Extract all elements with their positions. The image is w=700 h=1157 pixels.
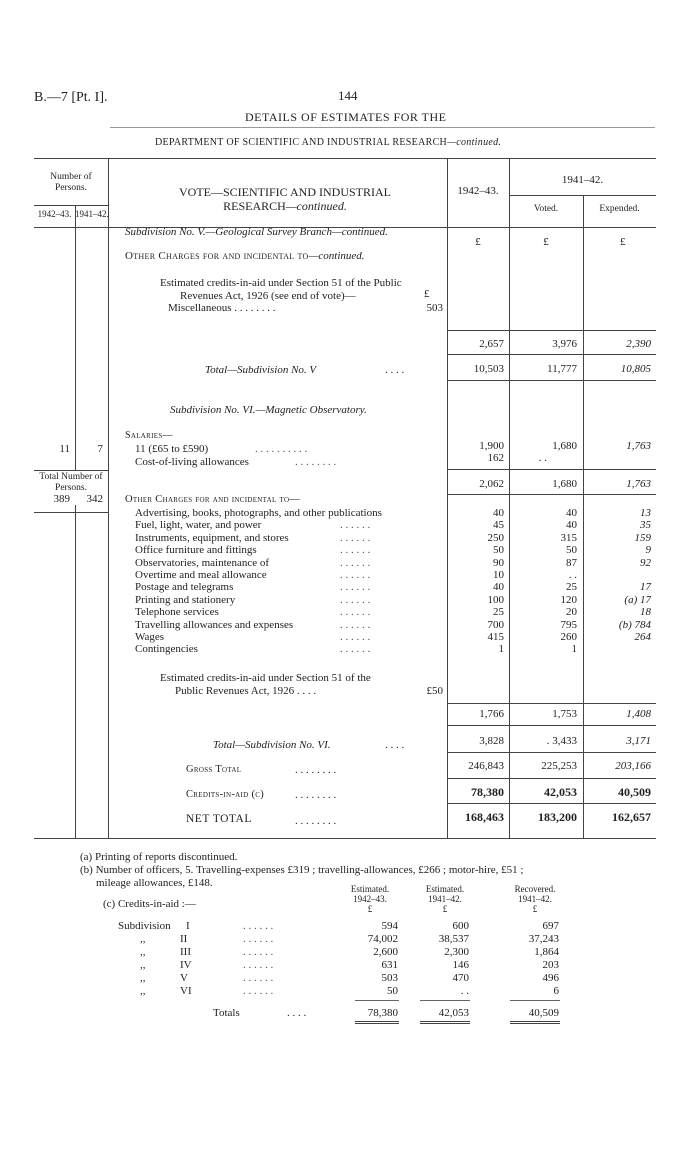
item-exp: 17: [640, 581, 651, 594]
item-exp: 159: [634, 531, 651, 544]
item-voted: 1: [571, 643, 577, 656]
persons-1941: 7: [97, 443, 103, 455]
item-est: 90: [493, 556, 504, 569]
footnote-a: (a) Printing of reports discontinued.: [80, 851, 238, 863]
item-exp: 35: [640, 519, 651, 532]
credit-row-e: 74,002: [367, 933, 398, 945]
item-exp: 13: [640, 507, 651, 519]
item-est: 50: [493, 544, 504, 557]
item-exp: 264: [634, 631, 651, 643]
credit-row-e: 503: [381, 972, 398, 984]
item-label: Contingencies: [135, 643, 198, 656]
item-exp: 18: [640, 606, 651, 619]
title-rule: [110, 127, 655, 128]
cost-of-living-line: Cost-of-living allowances: [135, 456, 249, 468]
item-label: Instruments, equipment, and stores: [135, 531, 289, 544]
item-exp: 92: [640, 556, 651, 569]
credits-in-aid-note: Estimated credits-in-aid under Section 51 of the Public: [160, 277, 402, 289]
expended-header: Expended.: [599, 204, 640, 214]
page-number: 144: [338, 88, 358, 103]
miscellaneous-value: 503: [426, 302, 443, 314]
item-voted: 260: [560, 631, 577, 643]
net-total-estimate: 168,463: [465, 810, 504, 824]
item-est: 40: [493, 507, 504, 519]
total-subdivision-vi-label: Total—Subdivision No. VI.: [213, 739, 331, 751]
subdivision-v-heading: Subdivision No. V.—Geological Survey Branch—continued.: [125, 226, 388, 238]
item-voted: 25: [566, 581, 577, 594]
credit-row-label: ,,: [140, 946, 146, 958]
total-subdivision-v-label: Total—Subdivision No. V: [205, 364, 317, 376]
credit-row-subdivision: II: [180, 933, 188, 945]
persons-1942: 11: [59, 443, 70, 455]
item-label: Overtime and meal allowance: [135, 569, 267, 581]
salary-line: 11 (£65 to £590): [135, 443, 209, 455]
salaries-heading: Salaries—: [125, 430, 173, 441]
item-label: Wages: [135, 631, 165, 643]
credit-row-subdivision: III: [180, 946, 191, 958]
item-est: 250: [487, 531, 504, 544]
item-est: 40: [493, 581, 504, 594]
totals-label: Totals: [213, 1007, 240, 1019]
item-est: 415: [487, 631, 504, 643]
credit-row-r: 1,864: [534, 946, 559, 958]
credits-recovered-1941-header: Recovered. 1941–42. £: [514, 884, 556, 914]
table-top-rule: [34, 158, 656, 159]
credit-row-label: ,,: [140, 985, 146, 997]
item-exp: 9: [645, 544, 651, 557]
item-voted: 20: [566, 606, 577, 619]
year-1941-header: 1941–42.: [561, 174, 604, 186]
total-persons-1941: 342: [86, 493, 103, 505]
credit-row-r: 6: [553, 985, 559, 997]
item-est: 10: [493, 569, 504, 581]
persons-year-1941-header: 1941–42.: [75, 209, 109, 219]
credit-row-label: ,,: [140, 972, 146, 984]
credit-row-e2: . .: [460, 985, 469, 997]
credit-row-e2: 146: [452, 959, 469, 971]
item-label: Office furniture and fittings: [135, 544, 257, 557]
voted-header: Voted.: [533, 204, 559, 214]
item-voted: 40: [566, 507, 577, 519]
credits-in-aid-vi-note: Estimated credits-in-aid under Section 51 of the: [160, 672, 371, 684]
total-persons-header: Total Number of Persons.: [39, 472, 103, 493]
department-heading: DEPARTMENT OF SCIENTIFIC AND INDUSTRIAL RESEARCH—continued.: [155, 137, 502, 148]
credit-row-subdivision: I: [186, 920, 190, 932]
subdivision-vi-heading: Subdivision No. VI.—Magnetic Observatory.: [170, 404, 367, 416]
other-charges-vi-heading: Other Charges for and incidental to—: [125, 494, 301, 505]
item-voted: 795: [560, 618, 577, 631]
gross-total-label: Gross Total: [186, 764, 242, 775]
credit-row-e2: 470: [452, 972, 469, 984]
other-charges-heading: Other Charges for and incidental to—continued.: [125, 250, 365, 262]
credit-row-e2: 38,537: [438, 933, 469, 945]
footnote-c: (c) Credits-in-aid :—: [103, 898, 196, 910]
item-label: Travelling allowances and expenses: [135, 618, 294, 631]
item-est: 25: [493, 606, 504, 619]
credits-estimated-1941-header: Estimated. 1941–42. £: [425, 884, 465, 914]
item-est: 700: [487, 618, 504, 631]
item-label: Advertising, books, photographs, and other publications: [135, 507, 382, 519]
page-title: DETAILS OF ESTIMATES FOR THE: [245, 110, 447, 124]
credit-row-subdivision: IV: [180, 959, 192, 971]
credit-row-e: 50: [387, 985, 398, 997]
item-est: 45: [493, 519, 504, 532]
credit-row-label: ,,: [140, 959, 146, 971]
footnote-b: (b) Number of officers, 5. Travelling-expenses £319 ; travelling-allowances, £266 ; motor-hire, £51 ;: [80, 864, 524, 876]
credit-row-e: 631: [381, 959, 398, 971]
credit-row-label: Subdivision: [118, 920, 171, 932]
item-voted: 315: [560, 531, 577, 544]
persons-column-header: Number of Persons.: [50, 172, 92, 193]
item-voted: 50: [566, 544, 577, 557]
miscellaneous-label: Miscellaneous . . . . . . . .: [168, 302, 276, 314]
total-persons-1942: 389: [53, 493, 70, 505]
item-label: Printing and stationery: [135, 593, 236, 606]
credit-row-label: ,,: [140, 933, 146, 945]
vote-heading: VOTE—SCIENTIFIC AND INDUSTRIAL RESEARCH—continued.: [179, 185, 391, 213]
credit-row-e2: 2,300: [444, 946, 469, 958]
item-label: Postage and telegrams: [135, 581, 234, 594]
credit-row-e: 594: [381, 920, 398, 932]
credit-row-r: 203: [542, 959, 559, 971]
item-label: Fuel, light, water, and power: [135, 519, 262, 532]
credit-row-subdivision: V: [180, 972, 188, 984]
credit-row-r: 37,243: [528, 933, 559, 945]
document-reference: B.—7 [Pt. I].: [34, 90, 108, 105]
table-bottom-rule: [34, 838, 656, 839]
net-total-label: NET TOTAL: [186, 813, 252, 825]
credits-in-aid-label: Credits-in-aid (c): [186, 789, 265, 800]
credit-row-r: 496: [542, 972, 559, 984]
item-voted: 87: [566, 556, 577, 569]
estimate-1942-header: 1942–43.: [457, 185, 499, 197]
item-voted: . .: [568, 569, 577, 581]
item-est: 100: [487, 593, 504, 606]
credits-estimated-1942-header: Estimated. 1942–43. £: [350, 884, 390, 914]
item-label: Telephone services: [135, 606, 219, 619]
item-voted: 120: [560, 593, 577, 606]
credit-row-e: 2,600: [373, 946, 398, 958]
item-exp: (a) 17: [624, 593, 651, 606]
credit-row-subdivision: VI: [180, 985, 192, 997]
credit-row-e2: 600: [452, 920, 469, 932]
total-subdivision-v-estimate: 10,503: [473, 363, 504, 375]
persons-column-rule: [108, 158, 109, 838]
credit-row-r: 697: [542, 920, 559, 932]
item-voted: 40: [566, 519, 577, 532]
item-label: Observatories, maintenance of: [135, 556, 270, 569]
item-est: 1: [498, 643, 504, 656]
persons-year-1942-header: 1942–43.: [37, 209, 72, 219]
item-exp: (b) 784: [618, 618, 651, 631]
